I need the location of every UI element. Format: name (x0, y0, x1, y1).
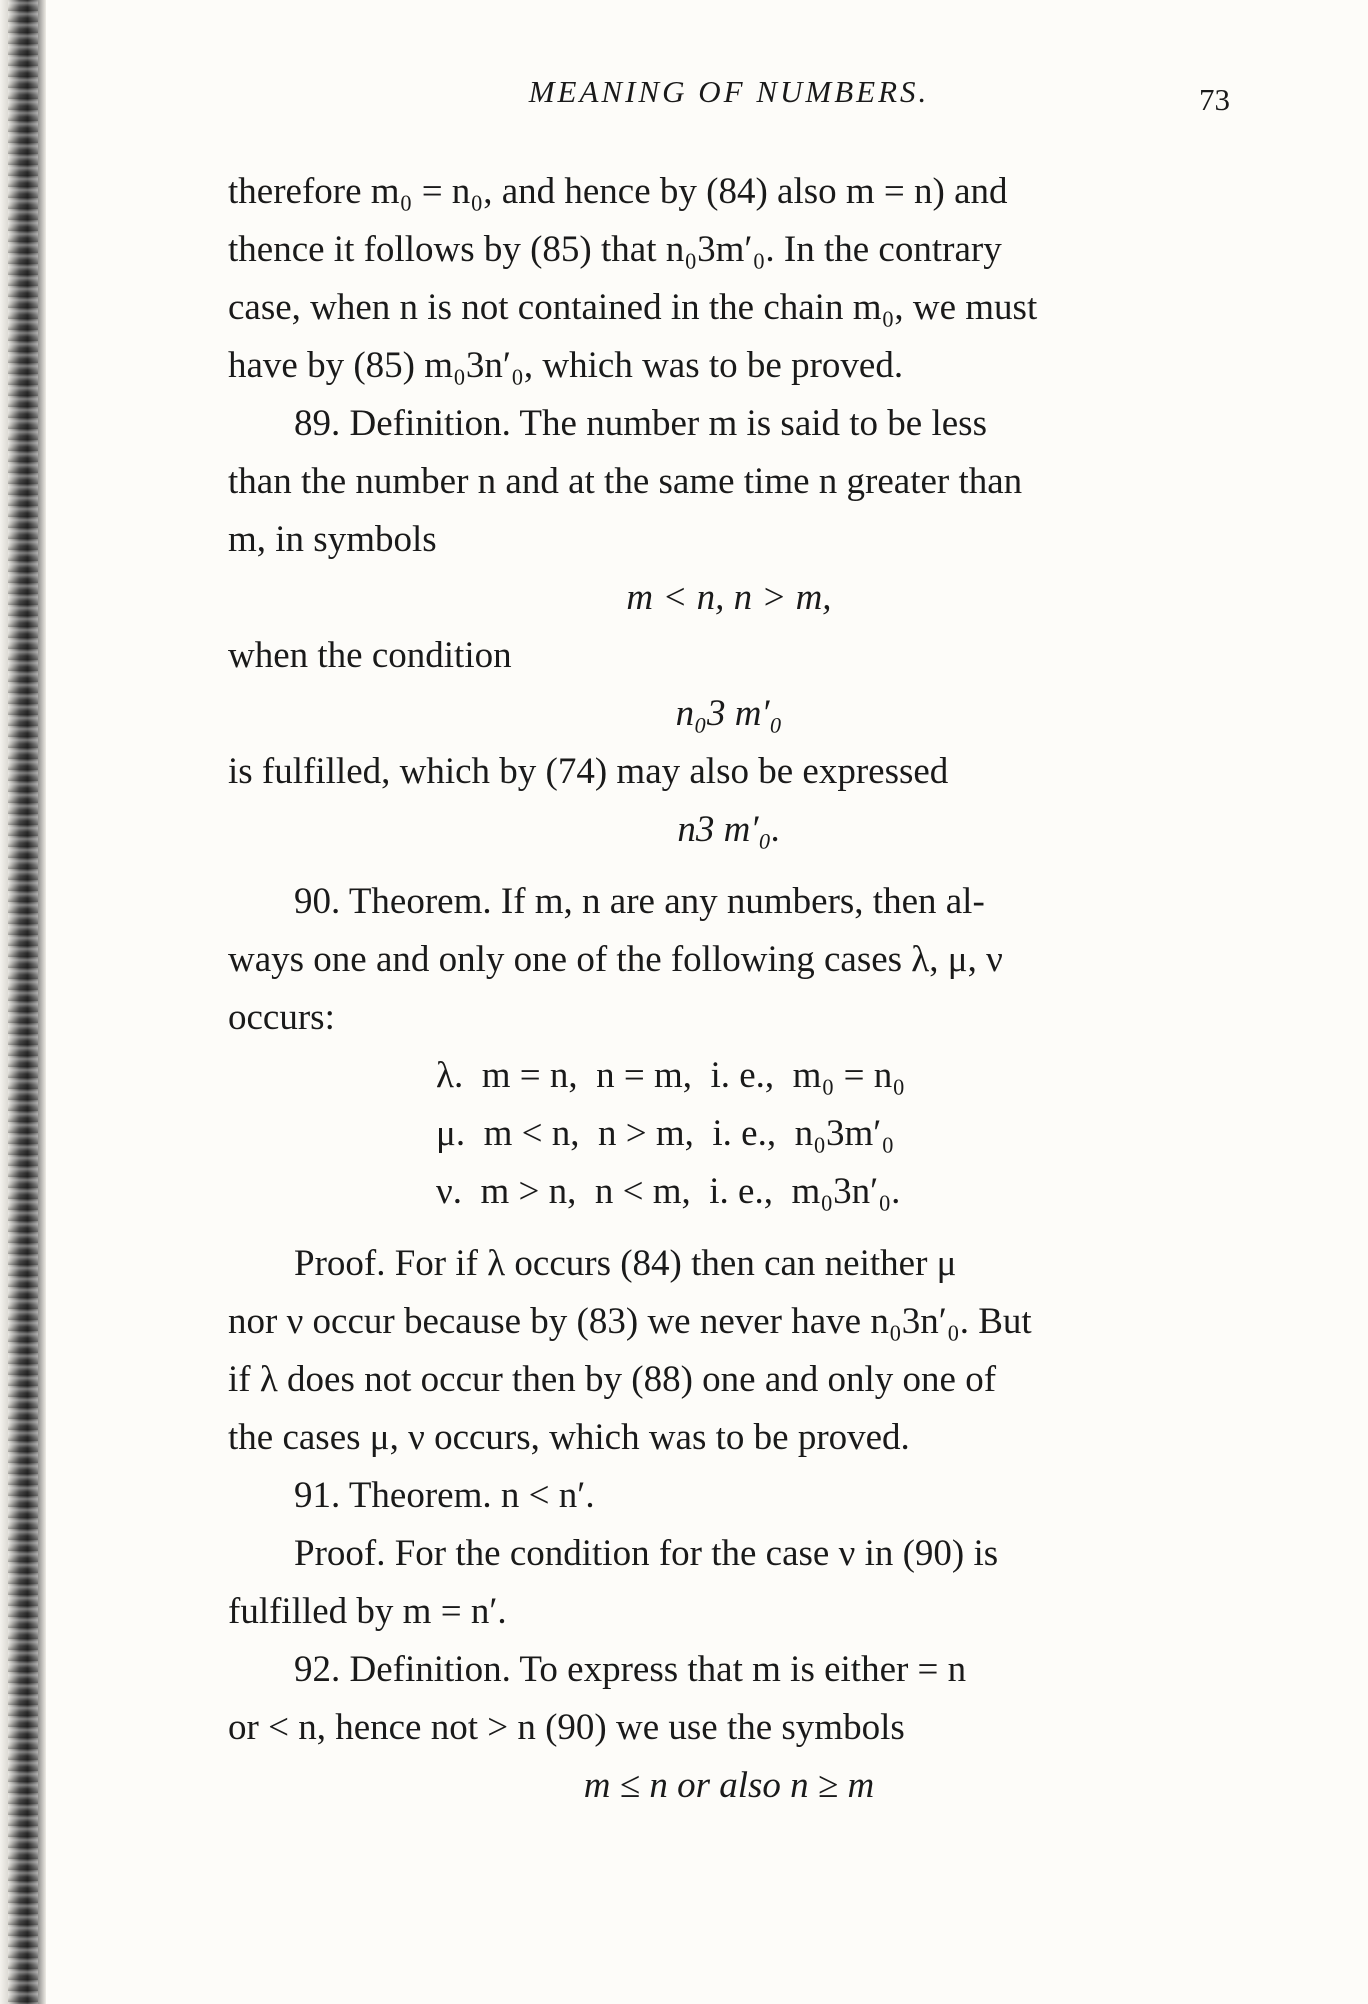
text-line: occurs: (228, 997, 335, 1038)
proof-90: Proof. For if λ occurs (84) then can neither μ (294, 1243, 957, 1284)
formula-less-greater: m < n, n > m, (626, 577, 832, 618)
case-mu: μ. m < n, n > m, i. e., n₀3m′₀ (436, 1113, 895, 1154)
text-line: nor ν occur because by (83) we never have n₀3n′₀. But (228, 1301, 1032, 1342)
running-title: MEANING OF NUMBERS. (528, 74, 930, 109)
spacer (228, 1221, 1230, 1235)
case-lambda: λ. m = n, n = m, i. e., m₀ = n₀ (436, 1055, 906, 1096)
text-line: the cases μ, ν occurs, which was to be proved. (228, 1417, 910, 1458)
definition-89-heading: 89. Definition. The number m is said to be less (294, 403, 987, 444)
page-header (228, 74, 1230, 124)
proof-91: Proof. For the condition for the case ν in (90) is (294, 1533, 999, 1574)
text-line: or < n, hence not > n (90) we use the symbols (228, 1707, 905, 1748)
definition-92-heading: 92. Definition. To express that m is either = n (294, 1649, 967, 1690)
text-line: thence it follows by (85) that n₀3m′₀. In the contrary (228, 229, 1002, 270)
text-line: case, when n is not contained in the chain m₀, we must (228, 287, 1038, 328)
formula-condition: n₀3 m′₀ (675, 693, 783, 734)
theorem-90-heading: 90. Theorem. If m, n are any numbers, then al- (294, 881, 985, 922)
text-line: therefore m₀ = n₀, and hence by (84) also m = n) and (228, 171, 1008, 212)
text-line: is fulfilled, which by (74) may also be expressed (228, 751, 949, 792)
formula-expressed: n3 m′₀. (677, 809, 781, 850)
spacer (228, 859, 1230, 873)
page-body (228, 163, 1230, 1815)
case-nu: ν. m > n, n < m, i. e., m₀3n′₀. (436, 1171, 901, 1212)
text-line: when the condition (228, 635, 512, 676)
text-line: m, in symbols (228, 519, 437, 560)
text-line: if λ does not occur then by (88) one and only one of (228, 1359, 997, 1400)
text-line: fulfilled by m = n′. (228, 1591, 507, 1632)
page-number: 73 (1199, 82, 1230, 117)
formula-less-equal: m ≤ n or also n ≥ m (583, 1765, 875, 1806)
cases-list (436, 1047, 1230, 1221)
text-line: than the number n and at the same time n greater than (228, 461, 1023, 502)
text-line: have by (85) m₀3n′₀, which was to be proved. (228, 345, 904, 386)
text-line: ways one and only one of the following cases λ, μ, ν (228, 939, 1003, 980)
binding-texture (8, 0, 38, 2004)
theorem-91: 91. Theorem. n < n′. (294, 1475, 595, 1516)
